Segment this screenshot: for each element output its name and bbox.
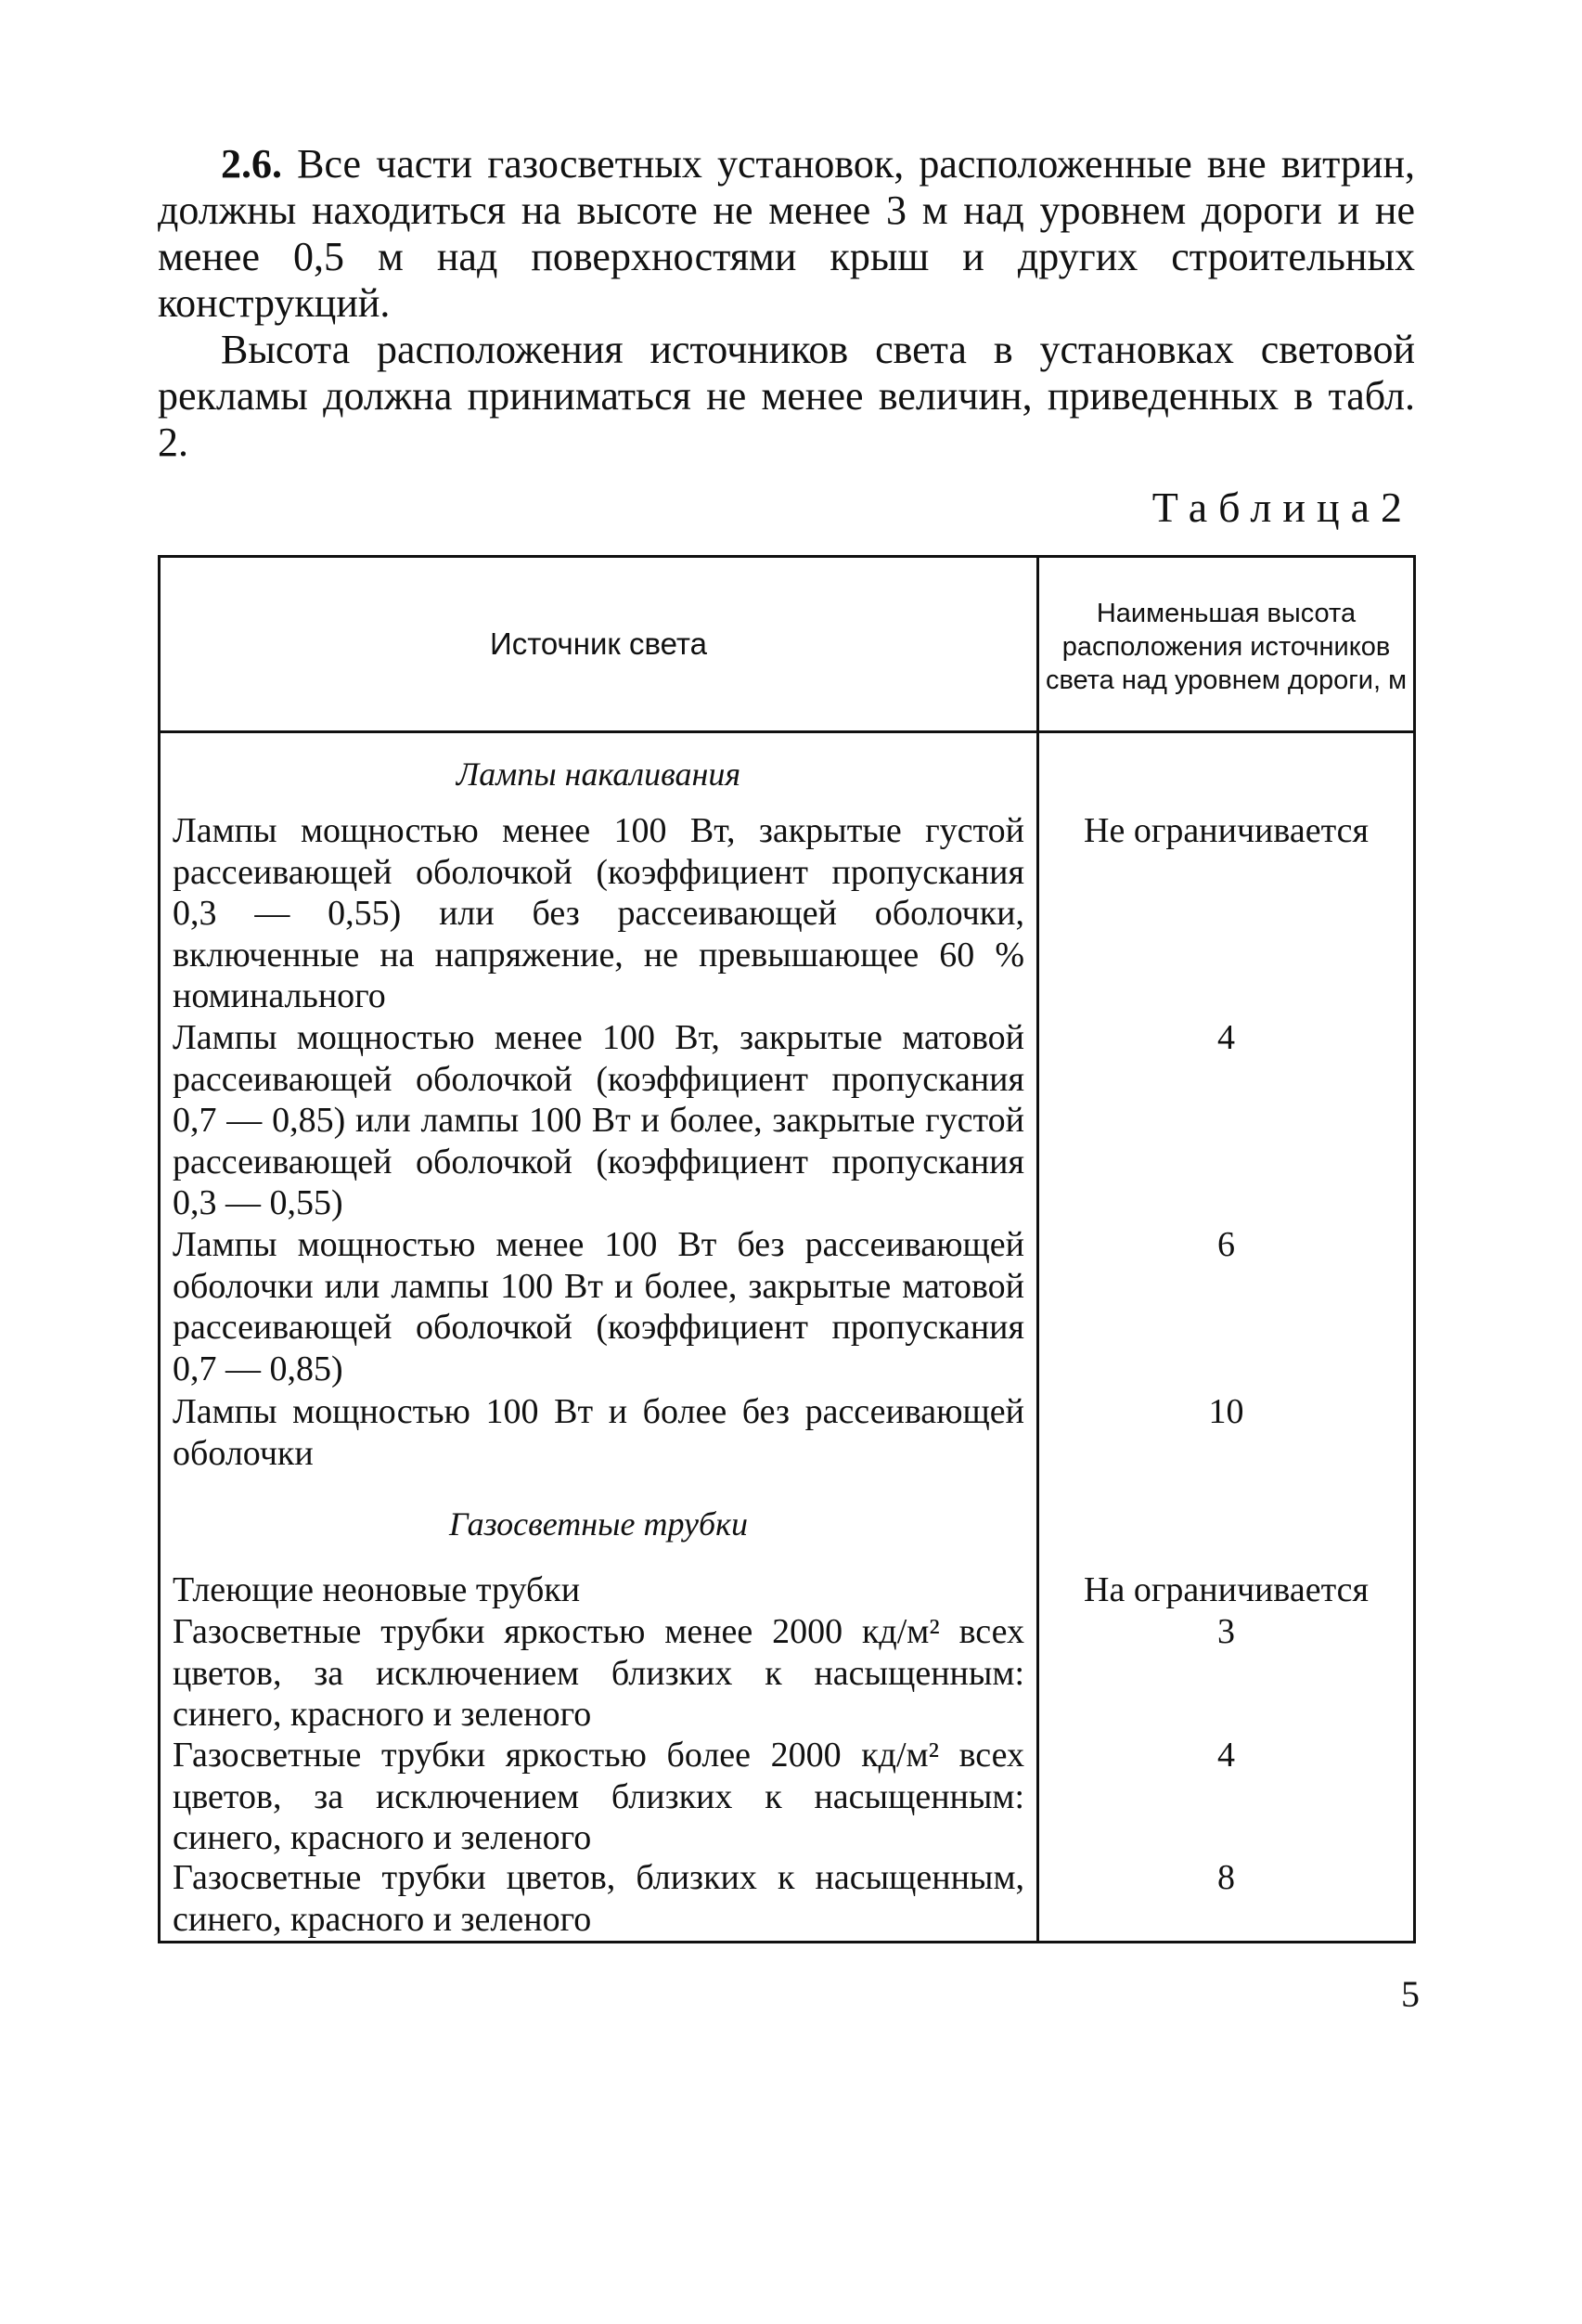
column-header-light-source: Источник света	[489, 626, 708, 661]
table-row-text: Лампы мощностью 100 Вт и более без рассеивающей оболочки	[173, 1392, 1024, 1473]
section-title: Лампы накаливания	[456, 755, 741, 793]
table-caption: Таблица2	[1151, 484, 1413, 531]
paragraph-height-requirement: Высота расположения источников света в установках световой рекламы должна приниматься не менее величин, приведенных в табл. 2.	[158, 327, 1415, 465]
table-row-value: Не ограничивается	[1084, 811, 1369, 850]
table-row-text: Газосветные трубки яркостью менее 2000 кд/м² всех цветов, за исключением близких к насыщенным: синего, красного и зеленого	[173, 1612, 1024, 1735]
requirements-table	[158, 555, 1416, 1943]
table-row-value: 3	[1217, 1612, 1235, 1651]
table-row-text: Газосветные трубки цветов, близких к насыщенным, синего, красного и зеленого	[173, 1858, 1024, 1939]
table-row-value: 6	[1217, 1225, 1235, 1264]
paragraph-number: 2.6.	[221, 141, 282, 187]
table-row-text: Лампы мощностью менее 100 Вт, закрытые матовой рассеивающей оболочкой (коэффициент пропускания 0,7 — 0,85) или лампы 100 Вт и более, закрытые густой рассеивающей оболочкой (коэффициент пропускания 0,3 — 0,55)	[173, 1018, 1024, 1223]
table-row-value: 10	[1208, 1392, 1244, 1431]
table-row-text: Газосветные трубки яркостью более 2000 кд/м² всех цветов, за исключением близких к насыщенным: синего, красного и зеленого	[173, 1736, 1024, 1858]
table-row-text: Лампы мощностью менее 100 Вт, закрытые густой рассеивающей оболочкой (коэффициент пропускания 0,3 — 0,55) или без рассеивающей оболочки, включенные на напряжение, не превышающее 60 % номинального	[173, 811, 1024, 1016]
column-header-min-height: Наименьшая высота расположения источников света над уровнем дороги, м	[1045, 598, 1408, 695]
table-row-value: 4	[1217, 1736, 1235, 1775]
table-row-value: На ограничивается	[1084, 1570, 1369, 1609]
paragraph-text: Все части газосветных установок, расположенные вне витрин, должны находиться на высоте не менее 3 м над уровнем дороги и не менее 0,5 м над поверхностями крыш и других строительных конструкций.	[158, 141, 1415, 326]
paragraph-2-6	[158, 141, 1415, 327]
table-row-text: Лампы мощностью менее 100 Вт без рассеивающей оболочки или лампы 100 Вт и более, закрытые матовой рассеивающей оболочкой (коэффициент пропускания 0,7 — 0,85)	[173, 1225, 1024, 1388]
table-row-value: 8	[1217, 1858, 1235, 1897]
page-number: 5	[1401, 1973, 1420, 2015]
table-row-value: 4	[1217, 1018, 1235, 1057]
section-title: Газосветные трубки	[449, 1505, 748, 1543]
table-row-text: Тлеющие неоновые трубки	[173, 1570, 581, 1609]
header-divider	[161, 730, 1413, 733]
